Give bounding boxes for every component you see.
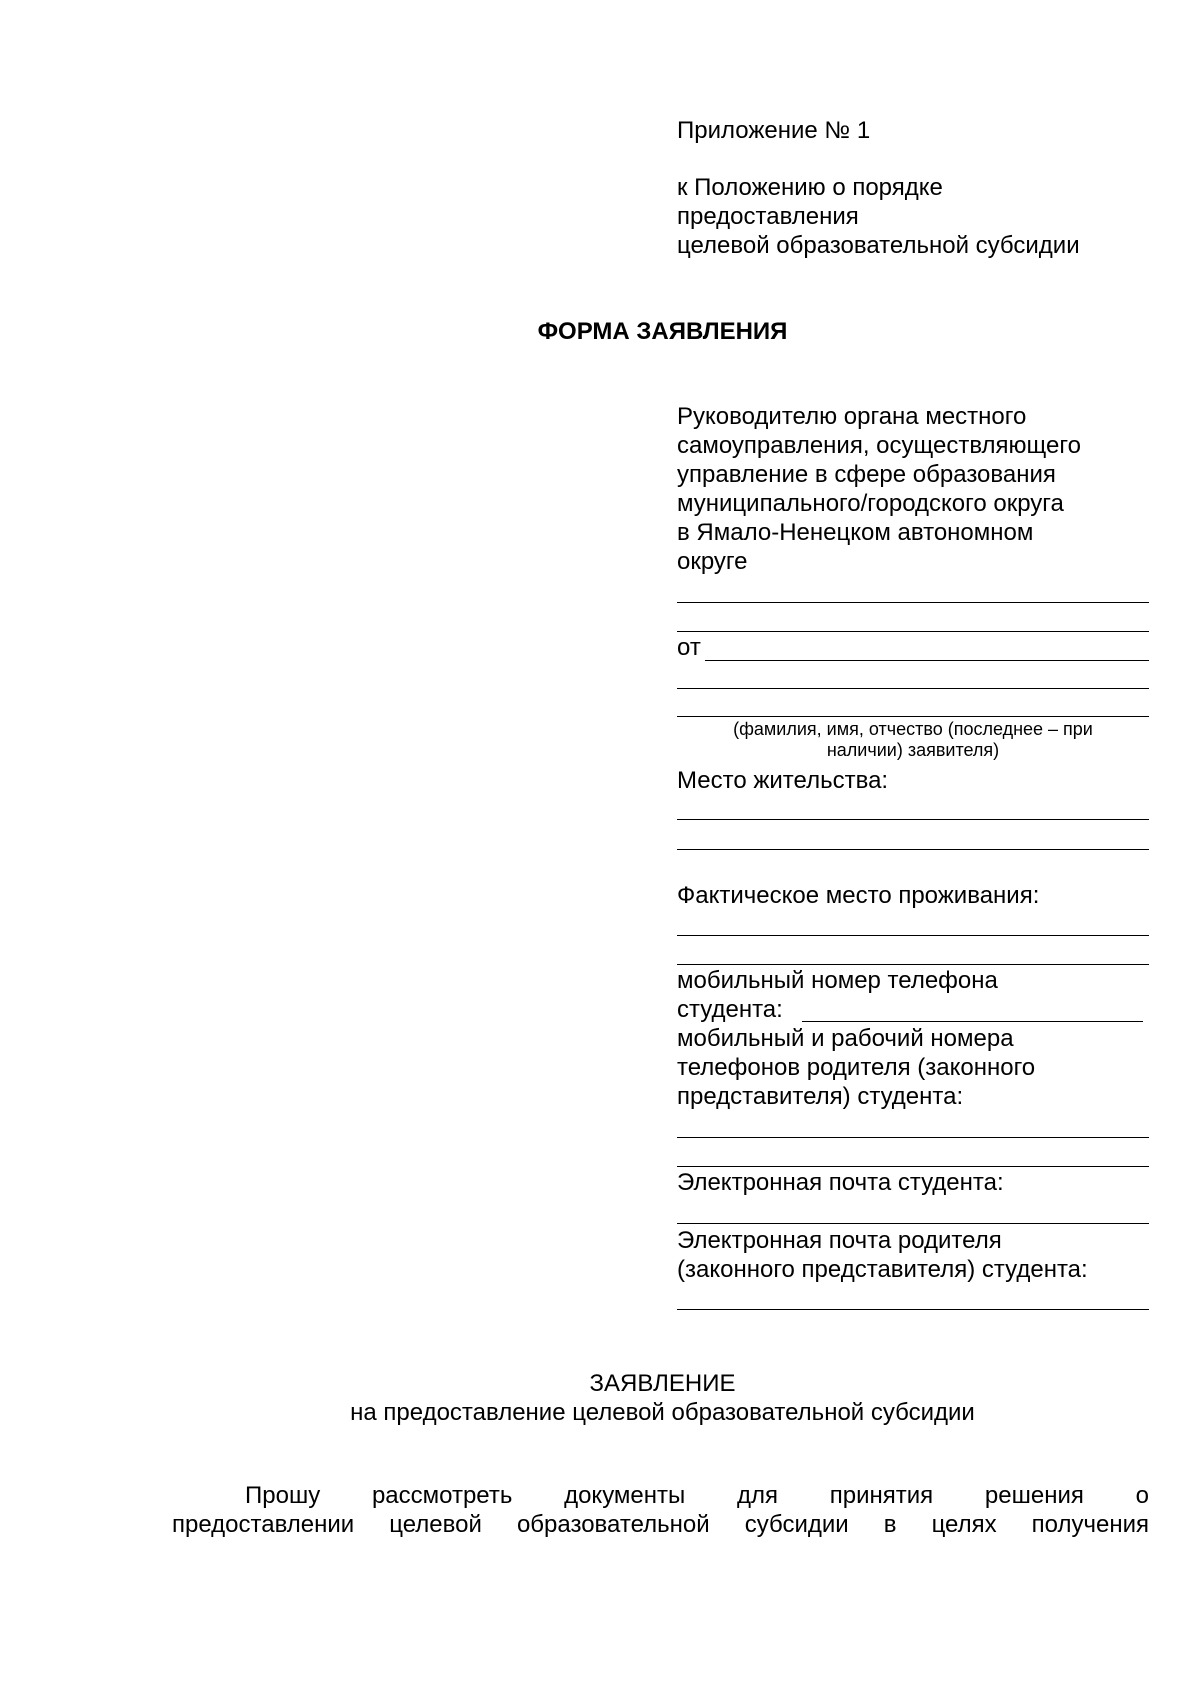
appendix-number: Приложение № 1 (677, 117, 871, 144)
addressee-line: округе (677, 548, 748, 575)
residence-blank[interactable] (677, 849, 1149, 850)
parent-phone-label: телефонов родителя (законного (677, 1054, 1036, 1081)
applicant-hint: наличии) заявителя) (826, 740, 1000, 760)
body-word: решения (984, 1482, 1084, 1509)
student-email-label: Электронная почта студента: (677, 1169, 1004, 1196)
body-word: принятия (829, 1482, 934, 1509)
parent-phone-label: представителя) студента: (677, 1083, 964, 1110)
body-word: документы (564, 1482, 686, 1509)
body-word: целевой (389, 1511, 482, 1538)
addressee-line: самоуправления, осуществляющего (677, 432, 1081, 459)
appendix-ref-line: к Положению о порядке (677, 174, 943, 201)
body-word: субсидии (744, 1511, 849, 1538)
residence-blank[interactable] (677, 819, 1149, 820)
applicant-name-blank[interactable] (705, 660, 1149, 661)
body-word: Прошу (245, 1482, 321, 1509)
addressee-line: муниципального/городского округа (677, 490, 1064, 517)
statement-title: ЗАЯВЛЕНИЕ (589, 1370, 736, 1397)
body-word: о (1135, 1482, 1149, 1509)
addressee-name-blank[interactable] (677, 602, 1149, 603)
student-phone-label: студента: (677, 996, 783, 1023)
body-word: получения (1031, 1511, 1149, 1538)
body-word: предоставлении (172, 1511, 355, 1538)
addressee-name-blank[interactable] (677, 631, 1149, 632)
actual-residence-label: Фактическое место проживания: (677, 882, 1040, 909)
parent-phone-blank[interactable] (677, 1137, 1149, 1138)
student-phone-label: мобильный номер телефона (677, 967, 998, 994)
student-phone-blank[interactable] (802, 1021, 1143, 1022)
body-word: для (737, 1482, 779, 1509)
student-email-blank[interactable] (677, 1223, 1149, 1224)
applicant-hint: (фамилия, имя, отчество (последнее – при (733, 719, 1093, 739)
appendix-ref-line: целевой образовательной субсидии (677, 232, 1080, 259)
appendix-ref-line: предоставления (677, 203, 859, 230)
parent-email-label: Электронная почта родителя (677, 1227, 1002, 1254)
actual-residence-blank[interactable] (677, 935, 1149, 936)
parent-phone-label: мобильный и рабочий номера (677, 1025, 1014, 1052)
actual-residence-blank[interactable] (677, 964, 1149, 965)
from-label: от (677, 634, 701, 661)
applicant-name-blank[interactable] (677, 688, 1149, 689)
addressee-line: Руководителю органа местного (677, 403, 1027, 430)
body-word: целях (931, 1511, 997, 1538)
body-line (172, 1510, 1149, 1539)
parent-phone-blank[interactable] (677, 1166, 1149, 1167)
body-word: образовательной (516, 1511, 710, 1538)
applicant-name-blank[interactable] (677, 716, 1149, 717)
addressee-line: в Ямало-Ненецком автономном (677, 519, 1034, 546)
statement-subtitle: на предоставление целевой образовательной субсидии (350, 1399, 975, 1426)
residence-label: Место жительства: (677, 767, 889, 794)
addressee-line: управление в сфере образования (677, 461, 1056, 488)
body-line (245, 1481, 1149, 1510)
form-title: ФОРМА ЗАЯВЛЕНИЯ (537, 318, 788, 345)
parent-email-label: (законного представителя) студента: (677, 1256, 1088, 1283)
body-word: в (883, 1511, 897, 1538)
body-word: рассмотреть (371, 1482, 513, 1509)
parent-email-blank[interactable] (677, 1309, 1149, 1310)
